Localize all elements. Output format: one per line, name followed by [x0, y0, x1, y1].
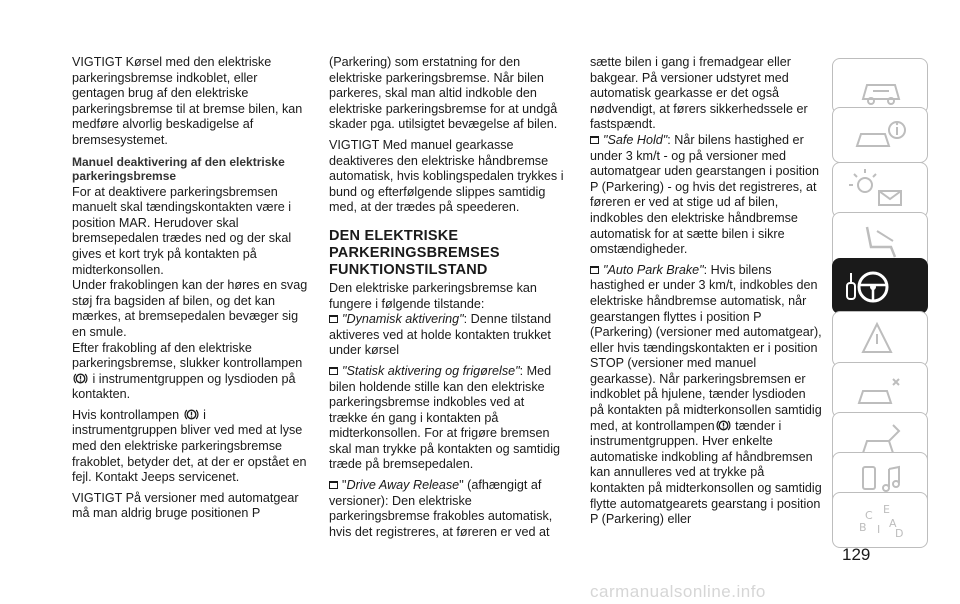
tab-dashboard[interactable]: [832, 58, 928, 114]
paragraph-parking-continued: (Parkering) som erstatning for den elektriske parkeringsbremse. Når bilen parkeres, skal man altid indkoble den elektriske parkeringsbremse for at undgå skader pga. utilsigtet bevægelse af bilen.: [329, 55, 558, 132]
car-crash-icon: [833, 363, 929, 419]
section-heading: DEN ELEKTRISKE PARKERINGSBREMSES FUNKTIONSTILSTAND: [329, 227, 500, 278]
bullet-safe-hold-text: : Når bilens hastighed er under 3 km/t - og på versioner med automatgear uden gearstangen i position P (Parkering) - og hvis det registreres, at føreren er ved at stige ud af bilen, indkobles den elektriske håndbremse automatisk for at sætte bilen i sikre omstændigheder.: [590, 132, 819, 257]
svg-text:I: I: [877, 523, 881, 536]
bullet-marker-icon: [590, 136, 599, 144]
car-info-icon: [833, 108, 929, 164]
text-column-1: [72, 55, 308, 527]
bullet-marker-icon: [329, 315, 338, 323]
paragraph-drive-away-continued: sætte bilen i gang i fremadgear eller bakgear. På versioner udstyret med automatisk gearkasse er det også nødvendigt, at førers sikkerhedssele er fastspændt.: [590, 55, 808, 132]
bullet-drive-away-text: " (afhængigt af versioner): Den elektriske parkeringsbremse frakobles automatisk, hvis det registreres, at føreren er ved at: [329, 478, 553, 539]
bullet-dynamic: [329, 312, 565, 359]
paragraph-warning-1: VIGTIGT Kørsel med den elektriske parkeringsbremse indkoblet, eller gentagen brug af den elektriske parkeringsbremse til at bremse bilen, kan medføre alvorlig beskadigelse af bremsesystemet.: [72, 55, 303, 147]
tab-lights[interactable]: [832, 162, 928, 218]
page-number: 129: [842, 545, 871, 564]
bullet-static-title: "Statisk aktivering og frigørelse": [342, 363, 520, 378]
bullet-static: [329, 364, 565, 473]
alphabet-index-icon: [833, 493, 929, 549]
tab-warnings[interactable]: [832, 311, 928, 367]
paragraph-modes-intro: Den elektriske parkeringsbremse kan fungere i følgende tilstande:: [329, 280, 537, 311]
bullet-dynamic-title: "Dynamisk aktivering": [342, 312, 464, 327]
text-column-2: [329, 55, 565, 545]
paragraph-after-release-b: i instrumentgruppen og lysdioden på kontakten.: [72, 371, 296, 402]
paragraph-fault: [72, 408, 308, 486]
paragraph-warning-2: VIGTIGT På versioner med automatgear må man aldrig bruge positionen P: [72, 490, 299, 521]
paragraph-warning-manual: VIGTIGT Med manuel gearkasse deaktiveres den elektriske håndbremse automatisk, hvis koblingspedalen trykkes i bund og efterfølgende slippes samtidig med, at der trædes på speederen.: [329, 137, 564, 215]
paragraph-noise: Under frakoblingen kan der høres en svag støj fra bagsiden af bilen, og det kan mærkes, at bremsepedalen bevæger sig en smule.: [72, 278, 308, 339]
paragraph-manual-deactivation: For at deaktivere parkeringsbremsen manuelt skal tændingskontakten være i position MAR. Herudover skal bremsepedalen trædes ned og der skal gives et kort tryk på kontakten på midterkonsollen.: [72, 184, 292, 277]
bullet-auto-park-tail: tænder i instrumentgruppen. Hver enkelte automatiske indkobling af håndbremsen kan annulleres ved at trykke på kontakten på midterkonsollen og samtidig flytte automatgearets gearstang i position P (Parkering) eller: [590, 418, 822, 527]
text-column-3: [590, 55, 822, 533]
brake-warning-icon: [716, 419, 731, 432]
brake-warning-icon: [184, 408, 199, 421]
svg-text:D: D: [895, 527, 904, 540]
paragraph-fault-b: i instrumentgruppen bliver ved med at lyse med den elektriske parkeringsbremse frakoblet, betyder det, at der er opstået en fejl. Kontakt Jeeps servicenet.: [72, 407, 307, 485]
tab-info[interactable]: [832, 107, 928, 163]
warning-car-icon: [833, 312, 929, 368]
tab-emergency[interactable]: [832, 362, 928, 418]
subheading-manual-deactivation: Manuel deaktivering af den elektriske parkeringsbremse: [72, 154, 285, 183]
brake-warning-icon: [73, 372, 88, 385]
bullet-drive-away-title: Drive Away Release: [346, 478, 460, 493]
paragraph-fault-a: Hvis kontrollampen: [72, 407, 183, 422]
key-steering-wheel-icon: [833, 259, 929, 315]
bullet-dynamic-text: : Denne tilstand aktiveres ved at holde kontakten trukket under kørsel: [329, 312, 552, 358]
bullet-drive-away-quote: ": [342, 478, 347, 493]
lights-mail-icon: [833, 163, 929, 219]
bullet-marker-icon: [590, 266, 599, 274]
bullet-auto-park: [590, 263, 822, 528]
svg-text:B: B: [859, 521, 867, 534]
tab-starting-driving[interactable]: [832, 258, 928, 314]
svg-text:A: A: [889, 517, 897, 530]
svg-text:C: C: [865, 509, 873, 522]
bullet-safe-hold: [590, 133, 822, 258]
paragraph-after-release: [72, 341, 308, 403]
svg-text:E: E: [883, 503, 890, 516]
bullet-safe-hold-title: "Safe Hold": [603, 132, 668, 147]
bullet-auto-park-title: "Auto Park Brake": [603, 262, 704, 277]
watermark: carmanualsonline.info: [590, 582, 766, 601]
bullet-auto-park-text: : Hvis bilens hastighed er under 3 km/t, indkobles den elektriske håndbremse automatisk, når gearstangen flyttes i position P (Parkering) (versioner med automatgear), eller hvis tændingskontakten er i position STOP (versioner med manuel gearkasse). Når parkeringsbremsen er indkoblet på hjulene, tænder lysdioden på kontakten på midterkonsollen samtidig med, at kontrollampen: [590, 262, 822, 433]
bullet-static-text: : Med bilen holdende stille kan den elektriske parkeringsbremse indkobles ved at trække én gang i kontakten på midterkonsollen. For at frigøre bremsen skal man trykke på kontakten og samtidig træde på bremsepedalen.: [329, 363, 560, 472]
paragraph-after-release-a: Efter frakobling af den elektriske parkeringsbremse, slukker kontrollampen: [72, 340, 303, 371]
tab-index[interactable]: [832, 492, 928, 548]
bullet-marker-icon: [329, 481, 338, 489]
bullet-marker-icon: [329, 367, 338, 375]
bullet-drive-away: [329, 478, 565, 540]
